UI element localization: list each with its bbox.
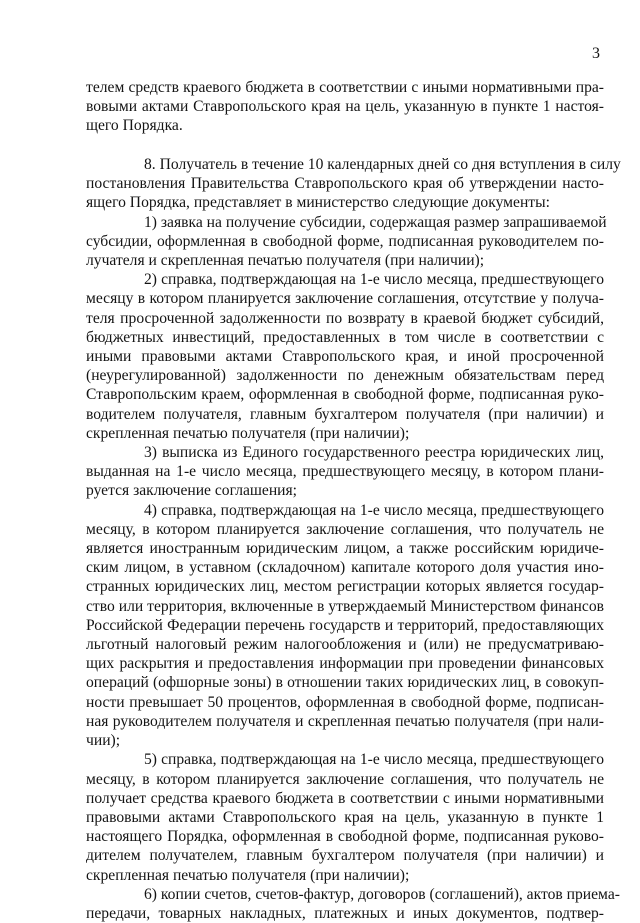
paragraph — [86, 155, 621, 213]
paragraph — [86, 443, 604, 501]
paragraph — [86, 270, 604, 443]
text-line: льготный налоговый режим налогообложения и (или) не предусматриваю- — [86, 636, 604, 654]
text-line: скрепленная печатью получателя (при наличии); — [86, 424, 410, 442]
text-line: водителем получателя, главным бухгалтером получателя (при наличии) и — [86, 405, 604, 423]
paragraph — [86, 750, 604, 884]
text-line: месяцу, в котором планируется заключение соглашения, что получатель не — [86, 520, 604, 538]
text-line: 5) справка, подтверждающая на 1-е число месяца, предшествующего — [144, 751, 604, 769]
text-line: правовыми актами Ставропольского края на цель, указанную в пункте 1 — [86, 808, 604, 826]
text-line: 8. Получатель в течение 10 календарных дней со дня вступления в силу — [144, 156, 621, 173]
text-line: щих раскрытия и предоставления информации при проведении финансовых — [86, 655, 604, 673]
text-line: скрепленная печатью получателя (при наличии); — [86, 866, 410, 884]
text-line: ящего Порядка, представляет в министерство следующие документы: — [86, 194, 550, 212]
text-line: телем средств краевого бюджета в соответствии с иными нормативными пра- — [86, 79, 604, 96]
text-line: лучателя и скрепленная печатью получателя (при наличии); — [86, 252, 485, 270]
body-text — [86, 155, 621, 923]
text-line: операций (офшорные зоны) в отношении таких юридических лиц, в совокуп- — [86, 674, 604, 692]
text-line: получает средства краевого бюджета в соответствии с иными нормативными — [86, 789, 604, 807]
text-line: 6) копии счетов, счетов-фактур, договоров (соглашений), актов приема- — [144, 885, 620, 903]
intro-paragraph — [86, 78, 604, 136]
text-line: 3) выписка из Единого государственного реестра юридических лиц, — [144, 444, 604, 462]
text-line: вовыми актами Ставропольского края на цель, указанную в пункте 1 настоя- — [86, 98, 604, 116]
text-line: дителем получателем, главным бухгалтером получателя (при наличии) и — [86, 847, 604, 865]
text-line: является иностранным юридическим лицом, а также российским юридиче- — [86, 540, 604, 558]
text-line: щего Порядка. — [86, 117, 183, 135]
paragraph — [86, 213, 607, 271]
text-line: Российской Федерации перечень государств и территорий, предоставляющих — [86, 616, 604, 634]
text-line: бюджетных инвестиций, предоставленных в том числе в соответствии с — [86, 328, 604, 346]
text-line: иными правовыми актами Ставропольского края, и иной просроченной — [86, 348, 604, 366]
text-line: Ставропольским краем, оформленная в свободной форме, подписанная руко- — [86, 386, 604, 404]
text-line: передачи, товарных накладных, платежных и иных документов, подтвер- — [86, 904, 604, 922]
text-line: ности превышает 50 процентов, оформленная в свободной форме, подписан- — [86, 693, 604, 711]
text-line: настоящего Порядка, оформленная в свободной форме, подписанная руково- — [86, 828, 604, 846]
paragraph — [86, 885, 620, 923]
text-line: выданная на 1-е число месяца, предшествующего месяцу, в котором плани- — [86, 463, 604, 481]
text-line: (неурегулированной) задолженности по денежным обязательствам перед — [86, 367, 604, 385]
text-line: месяцу в котором планируется заключение соглашения, отсутствие у получа- — [86, 290, 604, 308]
paragraph — [86, 501, 604, 751]
text-line: странных юридических лиц, местом регистрации которых является государ- — [86, 578, 604, 596]
text-line: ная руководителем получателя и скрепленная печатью получателя (при нали- — [86, 712, 604, 730]
text-line: чии); — [86, 732, 121, 750]
text-line: 1) заявка на получение субсидии, содержащая размер запрашиваемой — [144, 213, 607, 231]
text-line: постановления Правительства Ставропольского края об утверждении насто- — [86, 175, 604, 193]
text-line: 2) справка, подтверждающая на 1-е число месяца, предшествующего — [144, 271, 604, 289]
page-number: 3 — [592, 45, 600, 62]
text-line: ским лицом, в уставном (складочном) капитале которого доля участия ино- — [86, 559, 604, 577]
text-line: ство или территория, включенные в утверждаемый Министерством финансов — [86, 597, 604, 615]
text-line: 4) справка, подтверждающая на 1-е число месяца, предшествующего — [144, 501, 604, 519]
text-line: месяцу, в котором планируется заключение соглашения, что получатель не — [86, 770, 604, 788]
text-line: теля просроченной задолженности по возврату в краевой бюджет субсидий, — [86, 309, 604, 327]
text-line: субсидии, оформленная в свободной форме, подписанная руководителем по- — [86, 232, 604, 250]
text-line: руется заключение соглашения; — [86, 482, 298, 500]
